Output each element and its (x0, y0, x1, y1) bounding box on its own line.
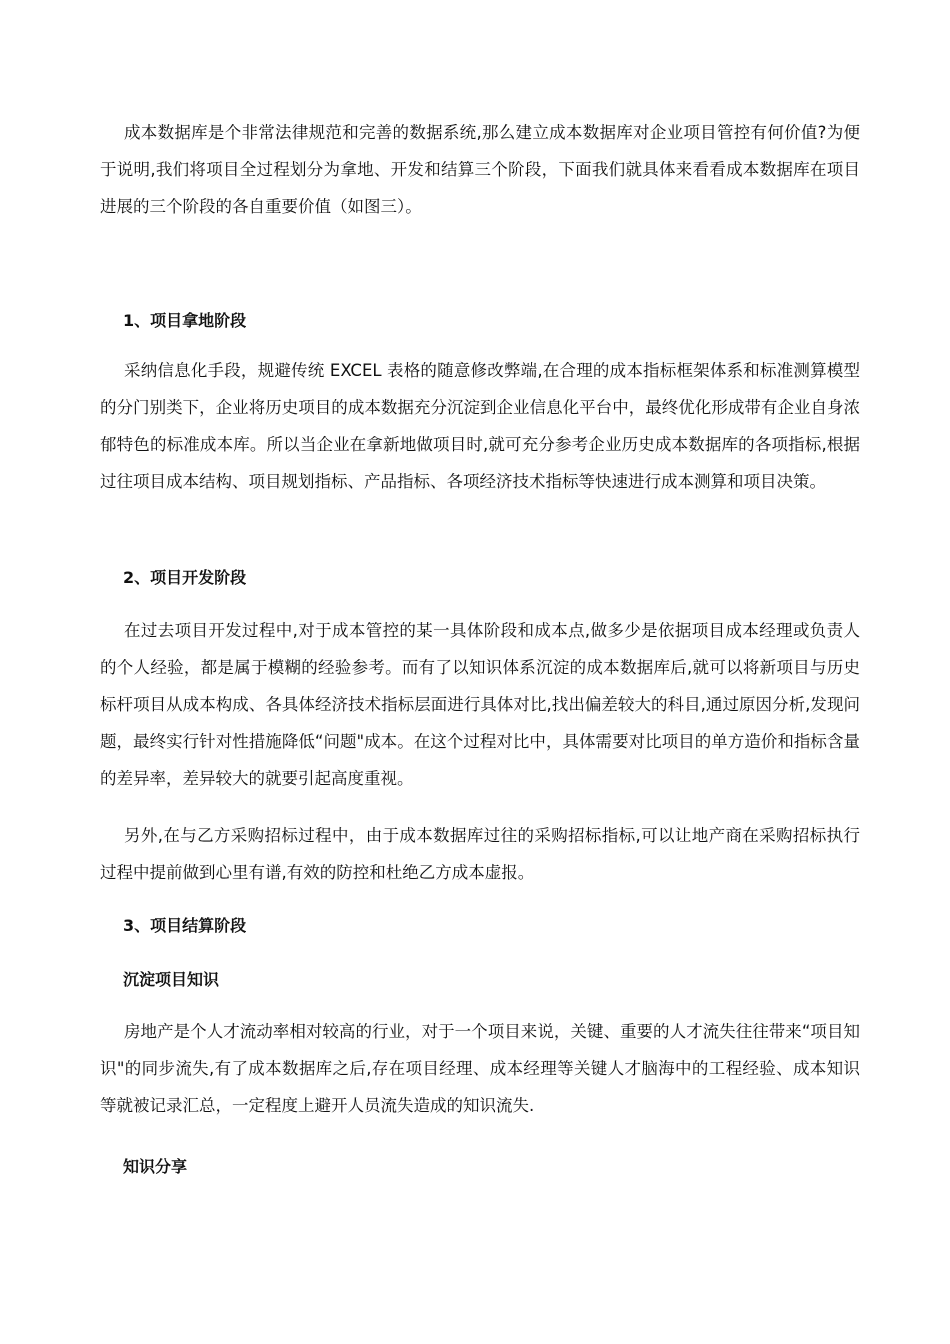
section1-paragraph: 采纳信息化手段，规避传统 EXCEL 表格的随意修改弊端,在合理的成本指标框架体系和标准测算模型的分门别类下，企业将历史项目的成本数据充分沉淀到企业信息化平台中，最终优化形成带有企业自身浓郁特色的标准成本库。所以当企业在拿新地做项目时,就可充分参考企业历史成本数据库的各项指标,根据过往项目成本结构、项目规划指标、产品指标、各项经济技术指标等快速进行成本测算和项目决策。 (100, 361, 860, 491)
section1-heading: 1、项目拿地阶段 (123, 311, 247, 330)
section3-paragraph-knowledge: 房地产是个人才流动率相对较高的行业，对于一个项目来说，关键、重要的人才流失往往带来“项目知识"的同步流失,有了成本数据库之后,存在项目经理、成本经理等关键人才脑海中的工程经验、成本知识等就被记录汇总，一定程度上避开人员流失造成的知识流失. (100, 1022, 860, 1115)
section3-subheading-knowledge: 沉淀项目知识 (123, 970, 220, 989)
section2-heading: 2、项目开发阶段 (123, 568, 247, 587)
intro-paragraph: 成本数据库是个非常法律规范和完善的数据系统,那么建立成本数据库对企业项目管控有何价值?为便于说明,我们将项目全过程划分为拿地、开发和结算三个阶段，下面我们就具体来看看成本数据库在项目进展的三个阶段的各自重要价值（如图三）。 (100, 123, 860, 216)
section2-paragraph-1: 在过去项目开发过程中,对于成本管控的某一具体阶段和成本点,做多少是依据项目成本经理或负责人的个人经验，都是属于模糊的经验参考。而有了以知识体系沉淀的成本数据库后,就可以将新项目与历史标杆项目从成本构成、各具体经济技术指标层面进行具体对比,找出偏差较大的科目,通过原因分析,发现问题，最终实行针对性措施降低“问题"成本。在这个过程对比中，具体需要对比项目的单方造价和指标含量的差异率，差异较大的就要引起高度重视。 (100, 621, 860, 788)
section3-subheading-sharing: 知识分享 (123, 1157, 188, 1176)
section3-heading: 3、项目结算阶段 (123, 916, 247, 935)
section2-paragraph-2: 另外,在与乙方采购招标过程中，由于成本数据库过往的采购招标指标,可以让地产商在采购招标执行过程中提前做到心里有谱,有效的防控和杜绝乙方成本虚报。 (100, 826, 860, 882)
